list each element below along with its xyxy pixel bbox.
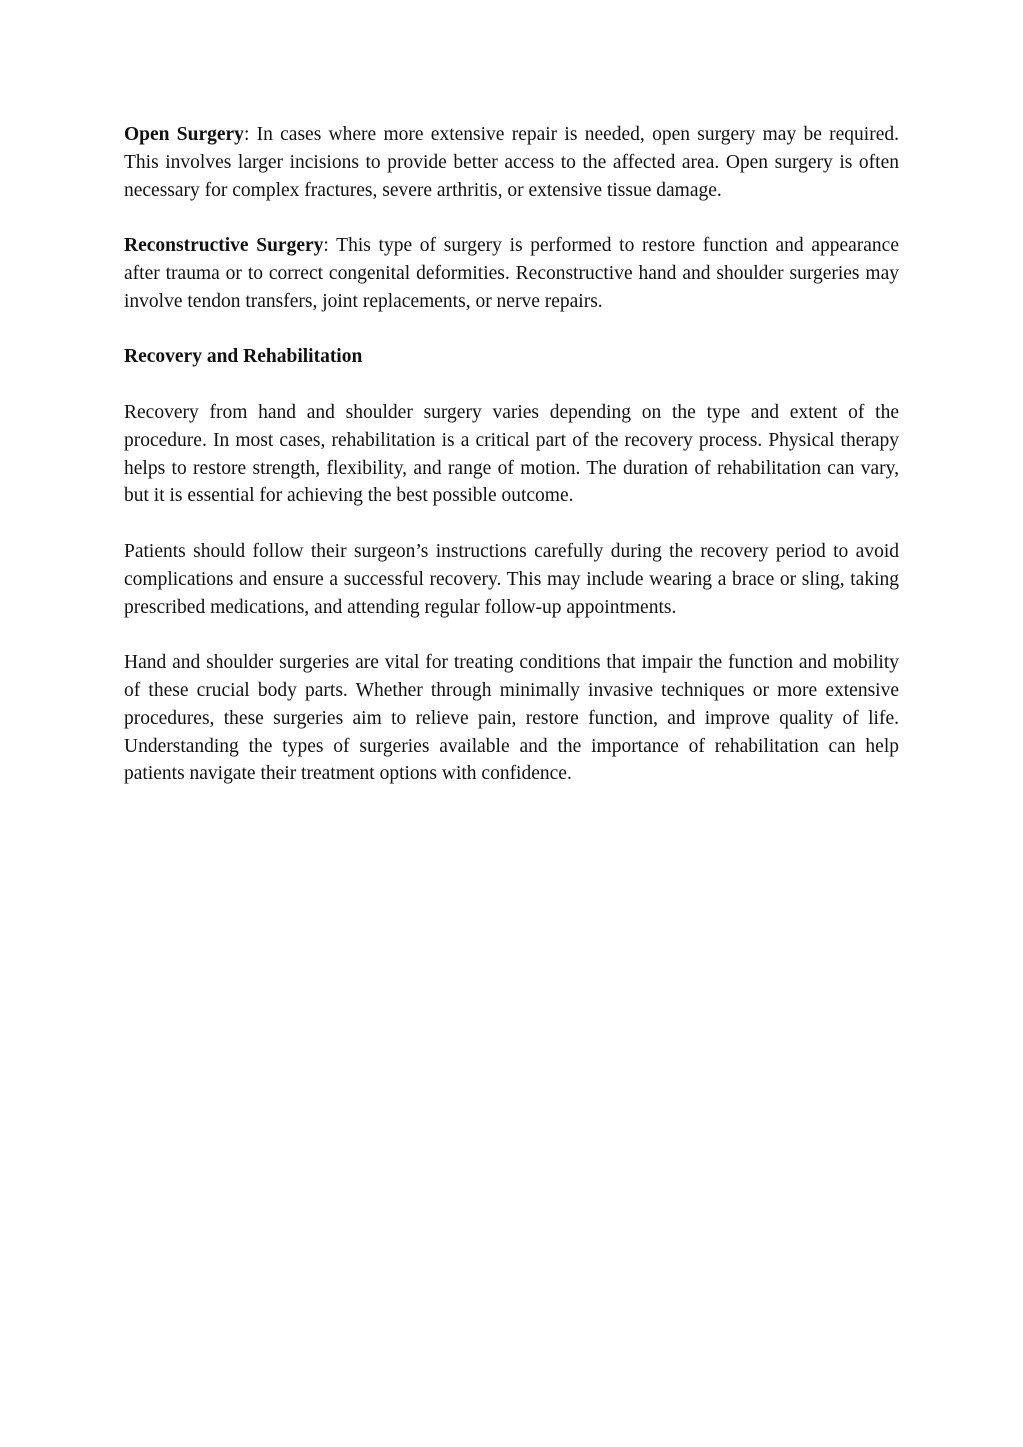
open-surgery-term: Open Surgery	[124, 124, 244, 145]
instructions-paragraph: Patients should follow their surgeon’s instructions carefully during the recovery period to avoid complications and ensure a successful recovery. This may include wearing a brace or sling, taking prescribed medications, and attending regular follow-up appointments.	[124, 540, 899, 618]
reconstructive-surgery-text: : This type of surgery is performed to restore function and appearance after trauma or to correct congenital deformities. Reconstructive hand and shoulder surgeries may involve tendon transfers, joint replacements, or nerve repairs.	[124, 235, 899, 312]
reconstructive-surgery-term: Reconstructive Surgery	[124, 235, 324, 257]
recovery-paragraph: Recovery from hand and shoulder surgery varies depending on the type and extent of the procedure. In most cases, rehabilitation is a critical part of the recovery process. Physical therapy helps to restore strength, flexibility, and range of motion. The duration of rehabilitation can vary, but it is essential for achieving the best possible outcome.	[124, 401, 899, 507]
reconstructive-surgery-paragraph	[124, 232, 899, 315]
open-surgery-text: : In cases where more extensive repair is needed, open surgery may be required. This involves larger incisions to provide better access to the affected area. Open surgery is often necessary for complex fractures, severe arthritis, or extensive tissue damage.	[124, 124, 899, 201]
document-page	[124, 121, 899, 816]
open-surgery-paragraph	[124, 121, 899, 204]
conclusion-paragraph: Hand and shoulder surgeries are vital for treating conditions that impair the function and mobility of these crucial body parts. Whether through minimally invasive techniques or more extensive procedures, these surgeries aim to relieve pain, restore function, and improve quality of life. Understanding the types of surgeries available and the importance of rehabilitation can help patients navigate their treatment options with confidence.	[124, 652, 899, 785]
recovery-heading: Recovery and Rehabilitation	[124, 346, 363, 368]
